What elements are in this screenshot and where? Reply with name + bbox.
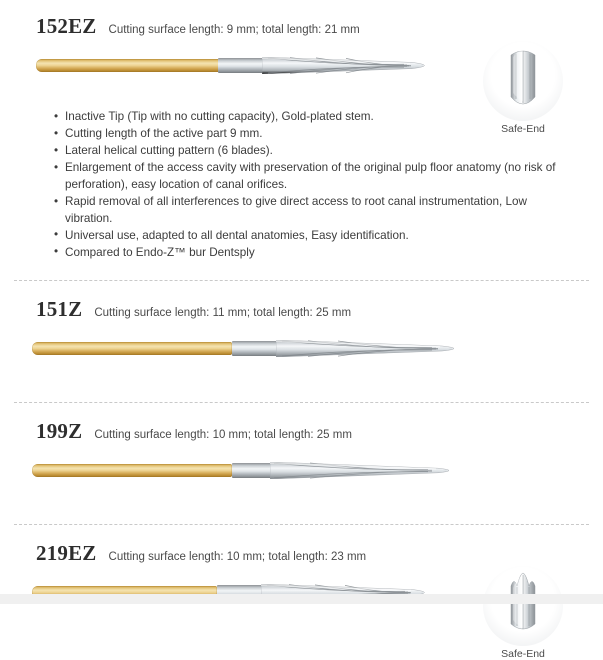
product-block-219ez	[0, 525, 603, 660]
product-block-199z	[0, 403, 603, 502]
bur-drawing	[22, 450, 589, 490]
bur-steel-collar	[232, 463, 274, 478]
feature-list-152ez	[14, 109, 589, 261]
product-block-152ez	[0, 0, 603, 261]
bur-gold-shank	[36, 59, 221, 72]
product-code: 152EZ	[36, 14, 97, 38]
tip-label: Safe-End	[501, 123, 545, 135]
list-item: • Compared to Endo-Z™ bur Dentsply	[54, 245, 559, 262]
product-spec: Cutting surface length: 10 mm; total length: 23 mm	[108, 551, 367, 564]
product-code: 219EZ	[36, 541, 97, 566]
product-spec: Cutting surface length: 10 mm; total length: 25 mm	[94, 429, 352, 442]
bur-gold-shank	[32, 342, 232, 355]
product-header	[14, 299, 589, 320]
list-item: • Inactive Tip (Tip with no cutting capacity), Gold-plated stem.	[54, 109, 559, 126]
list-item: • Rapid removal of all interferences to give direct access to root canal instrumentation, Low vibration.	[54, 194, 559, 227]
bur-illustration	[14, 450, 589, 502]
bur-steel-collar	[218, 58, 266, 73]
tip-detail-circle	[483, 566, 563, 646]
bur-drawing	[22, 328, 589, 368]
list-item: • Universal use, adapted to all dental anatomies, Easy identification.	[54, 228, 559, 245]
list-item: • Cutting length of the active part 9 mm.	[54, 126, 559, 143]
product-code: 151Z	[36, 297, 83, 322]
tip-detail-219ez	[475, 566, 571, 660]
product-header	[14, 543, 589, 564]
bur-steel-collar	[232, 341, 280, 356]
bur-cutting-flutes	[276, 340, 466, 357]
product-header	[14, 421, 589, 442]
tip-label: Safe-End	[501, 648, 545, 660]
product-header	[14, 16, 589, 37]
bur-gold-shank	[32, 464, 232, 477]
product-code: 199Z	[36, 419, 83, 444]
product-spec: Cutting surface length: 9 mm; total length: 21 mm	[108, 24, 360, 36]
bur-cutting-flutes	[262, 57, 437, 74]
list-item: • Enlargement of the access cavity with preservation of the original pulp floor anatomy (no risk of perforation), easy location of canal orifices.	[54, 160, 559, 193]
list-item: • Lateral helical cutting pattern (6 blades).	[54, 143, 559, 160]
footer-bar	[0, 594, 603, 604]
bur-illustration	[14, 328, 589, 380]
product-spec: Cutting surface length: 11 mm; total length: 25 mm	[94, 307, 352, 320]
safe-end-pointed-icon	[483, 566, 563, 646]
bur-cutting-flutes	[270, 462, 460, 479]
product-block-151z	[0, 281, 603, 380]
